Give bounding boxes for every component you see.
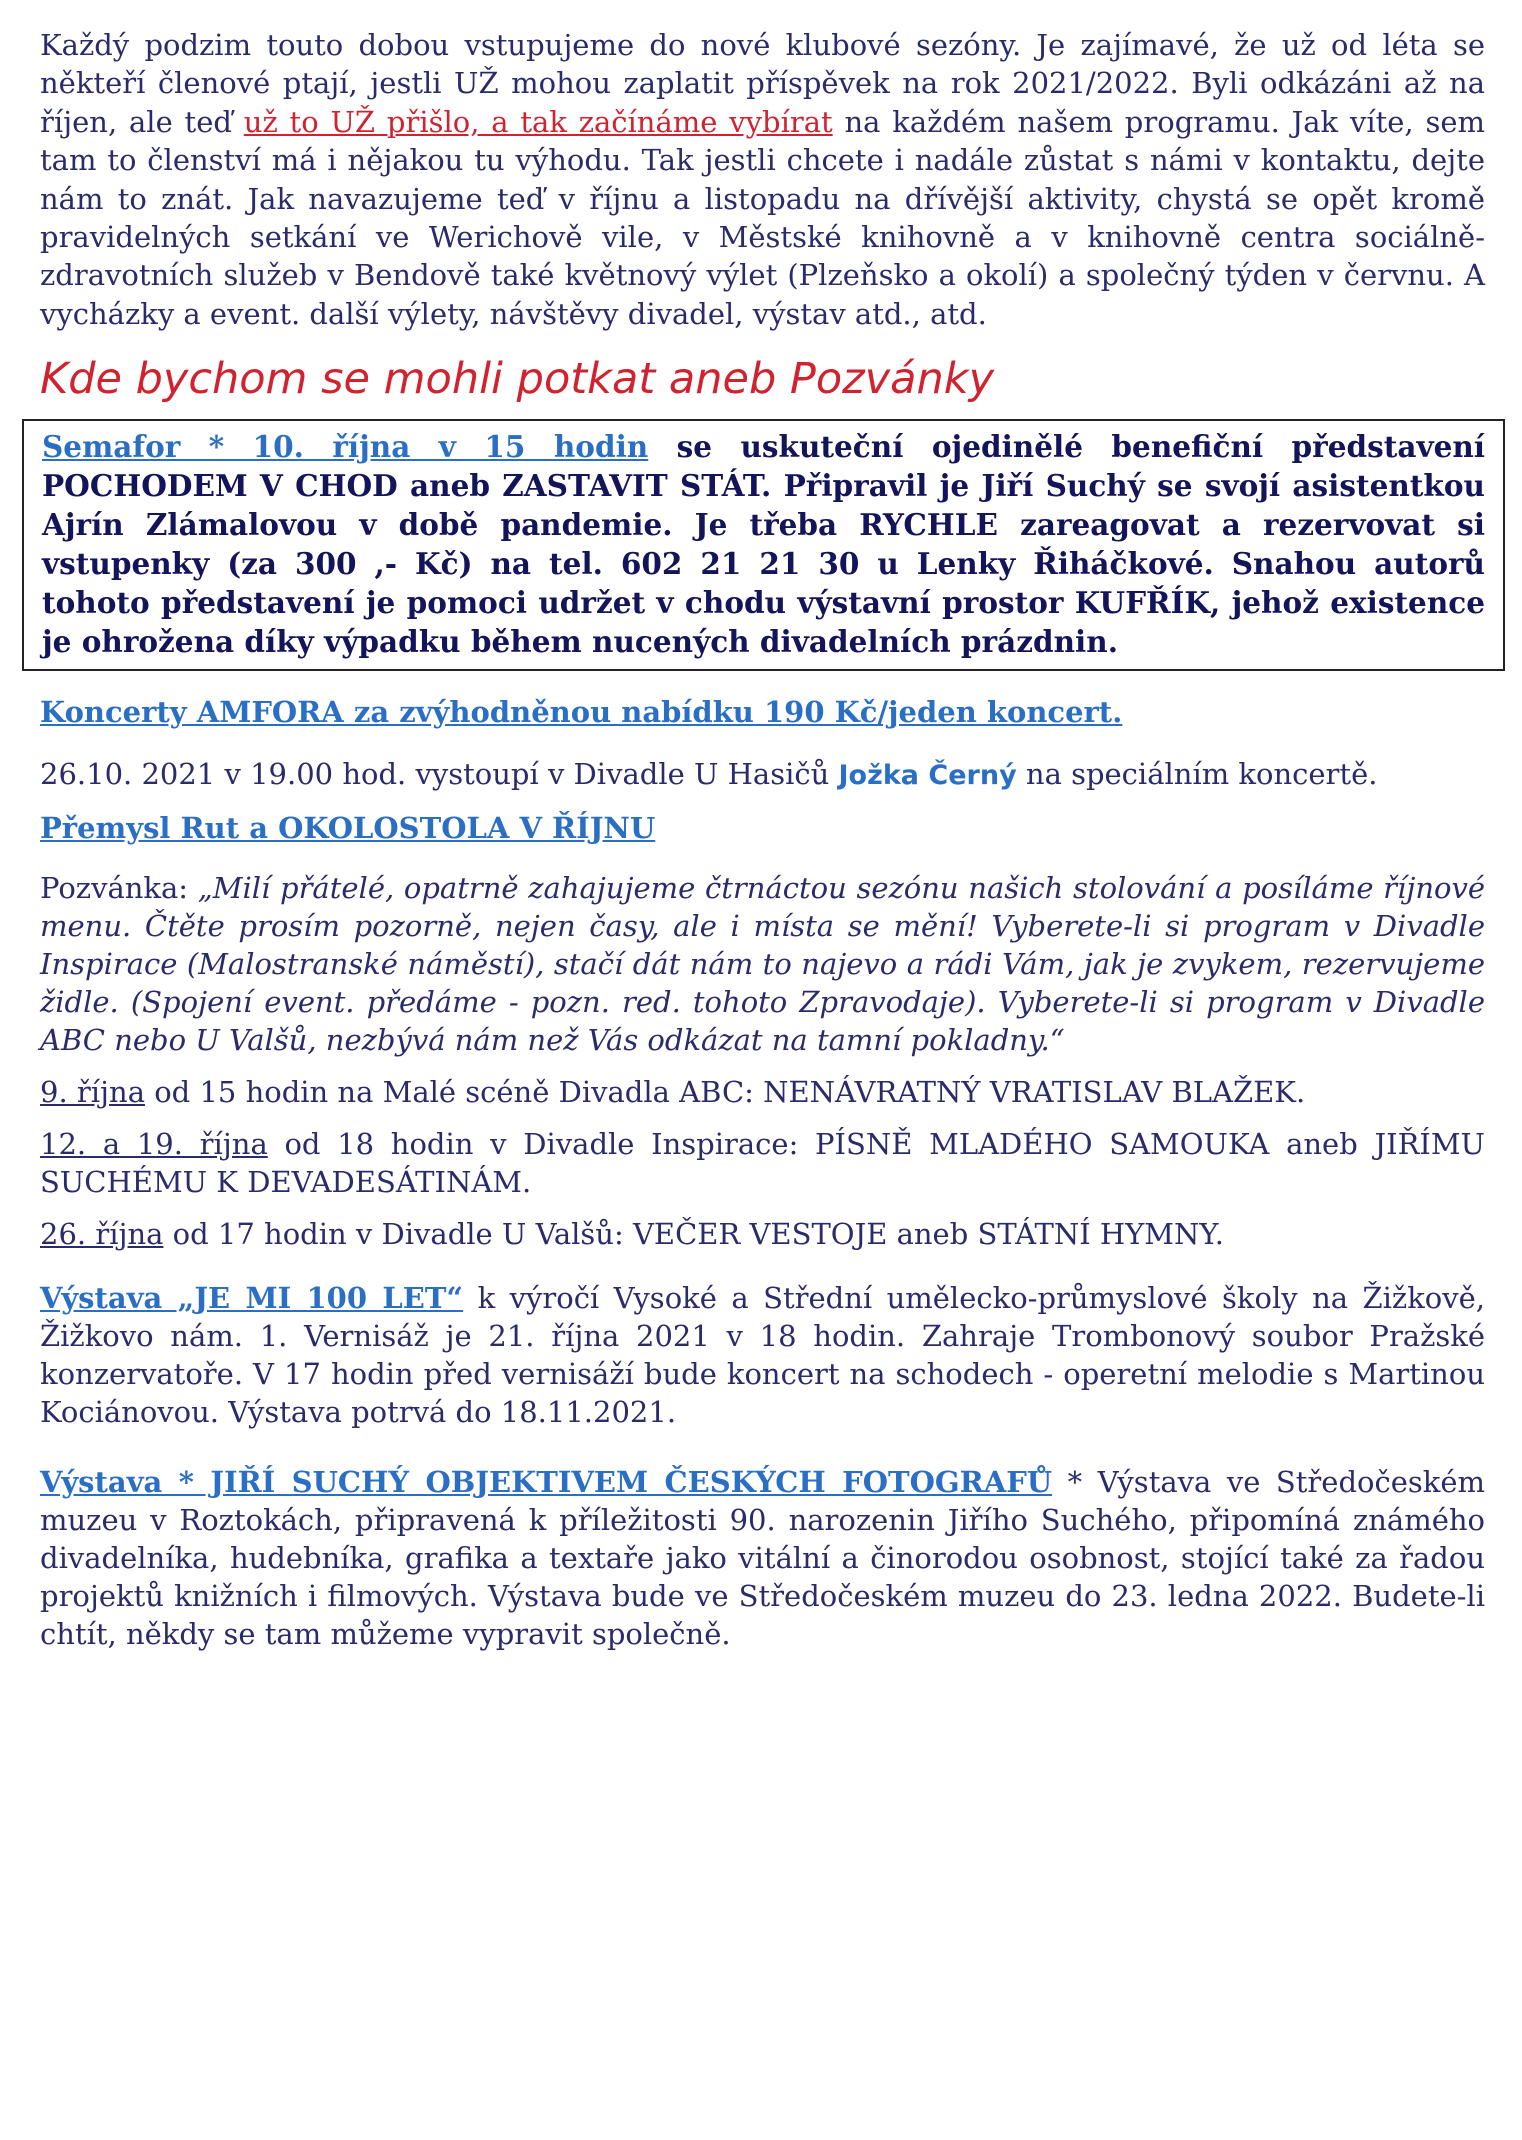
event-item-3 xyxy=(40,1215,1485,1253)
intro-text-1: Každý podzim touto dobou vstupujeme do nové klubové sezóny. Je zajímavé, že už od léta se někteří členové ptají, jestli UŽ mohou zaplatit příspěvek na rok 2021/2022. Byli odkázáni až na říjen, ale teď xyxy=(40,28,1485,139)
vystava2-link[interactable]: Výstava * JIŘÍ SUCHÝ OBJEKTIVEM ČESKÝCH FOTOGRAFŮ xyxy=(40,1465,1053,1500)
okolostola-quote: „Milí přátelé, opatrně zahajujeme čtrnáctou sezónu našich stolování a posíláme říjnové menu. Čtěte prosím pozorně, nejen časy, ale i místa se mění! Vyberete-li si program v Divadle Inspirace (Malostranské náměstí), stačí dát nám to najevo a rádi Vám, jak je zvykem, rezervujeme židle. (Spojení event. předáme - pozn. red. tohoto Zpravodaje). Vyberete-li si program v Divadle ABC nebo U Valšů, nezbývá nám než Vás odkázat na tamní pokladny.“ xyxy=(40,871,1485,1058)
newsletter-page xyxy=(40,26,1485,1653)
semafor-text: se uskuteční ojedinělé benefiční představení POCHODEM V CHOD aneb ZASTAVIT STÁT. Připravil je Jiří Suchý se svojí asistentkou Ajrín Zlámalovou v době pandemie. Je třeba RYCHLE zareagovat a rezervovat si vstupenky (za 300 ,- Kč) na tel. 602 21 21 30 u Lenky Řiháčkové. Snahou autorů tohoto představení je pomoci udržet v chodu výstavní prostor KUFŘÍK, jehož existence je ohrožena díky výpadku během nucených divadelních prázdnin. xyxy=(42,429,1486,660)
event-text-1: od 15 hodin na Malé scéně Divadla ABC: NENÁVRATNÝ VRATISLAV BLAŽEK. xyxy=(144,1075,1306,1110)
event-item-2 xyxy=(40,1125,1485,1201)
amfora-artist: Jožka Černý xyxy=(838,760,1017,792)
amfora-text-1: 26.10. 2021 v 19.00 hod. vystoupí v Divadle U Hasičů xyxy=(40,757,839,792)
amfora-text-2: na speciálním koncertě. xyxy=(1016,757,1378,792)
amfora-heading xyxy=(40,693,1485,731)
event-text-2: od 18 hodin v Divadle Inspirace: PÍSNĚ MLADÉHO SAMOUKA aneb JIŘÍMU SUCHÉMU K DEVADESÁTINÁM. xyxy=(40,1127,1485,1200)
event-date-3: 26. října xyxy=(40,1217,164,1252)
okolostola-link[interactable]: Přemysl Rut a OKOLOSTOLA V ŘÍJNU xyxy=(40,811,656,846)
amfora-link[interactable]: Koncerty AMFORA za zvýhodněnou nabídku 190 Kč/jeden koncert. xyxy=(40,695,1123,730)
event-text-3: od 17 hodin v Divadle U Valšů: VEČER VESTOJE aneb STÁTNÍ HYMNY. xyxy=(163,1217,1225,1252)
okolostola-invitation xyxy=(40,869,1485,1059)
vystava2-paragraph xyxy=(40,1463,1485,1653)
vystava1-link[interactable]: Výstava „JE MI 100 LET“ xyxy=(40,1281,464,1316)
event-date-1: 9. října xyxy=(40,1075,145,1110)
event-date-2: 12. a 19. října xyxy=(40,1127,268,1162)
semafor-box xyxy=(22,419,1505,671)
intro-paragraph xyxy=(40,26,1485,333)
vystava1-text: k výročí Vysoké a Střední umělecko-průmyslové školy na Žižkově, Žižkovo nám. 1. Vernisáž je 21. října 2021 v 18 hodin. Zahraje Trombonový soubor Pražské konzervatoře. V 17 hodin před vernisáží bude koncert na schodech - operetní melodie s Martinou Kociánovou. Výstava potrvá do 18.11.2021. xyxy=(40,1281,1485,1430)
semafor-link[interactable]: Semafor * 10. října v 15 hodin xyxy=(42,429,649,465)
section-heading: Kde bychom se mohli potkat aneb Pozvánky xyxy=(40,354,995,405)
intro-highlight: už to UŽ přišlo, a tak začínáme vybírat xyxy=(243,104,833,139)
amfora-paragraph xyxy=(40,755,1485,795)
intro-text-2: na každém našem programu. Jak víte, sem tam to členství má i nějakou tu výhodu. Tak jestli chcete i nadále zůstat s námi v kontaktu, dejte nám to znát. Jak navazujeme teď v říjnu a listopadu na dřívější aktivity, chystá se opět kromě pravidelných setkání ve Werichově vile, v Městské knihovně a v knihovně centra sociálně-zdravotních služeb v Bendově také květnový výlet (Plzeňsko a okolí) a společný týden v červnu. A vycházky a event. další výlety, návštěvy divadel, výstav atd., atd. xyxy=(40,104,1486,331)
event-item-1 xyxy=(40,1073,1485,1111)
vystava1-paragraph xyxy=(40,1279,1485,1431)
okolostola-label: Pozvánka: xyxy=(40,871,198,906)
okolostola-heading xyxy=(40,809,1485,847)
vystava2-text: * Výstava ve Středočeském muzeu v Roztokách, připravená k příležitosti 90. narozenin Jiřího Suchého, připomíná známého divadelníka, hudebníka, grafika a textaře jako vitální a činorodou osobnost, stojící také za řadou projektů knižních i filmových. Výstava bude ve Středočeském muzeu do 23. ledna 2022. Budete-li chtít, někdy se tam můžeme vypravit společně. xyxy=(40,1465,1485,1652)
